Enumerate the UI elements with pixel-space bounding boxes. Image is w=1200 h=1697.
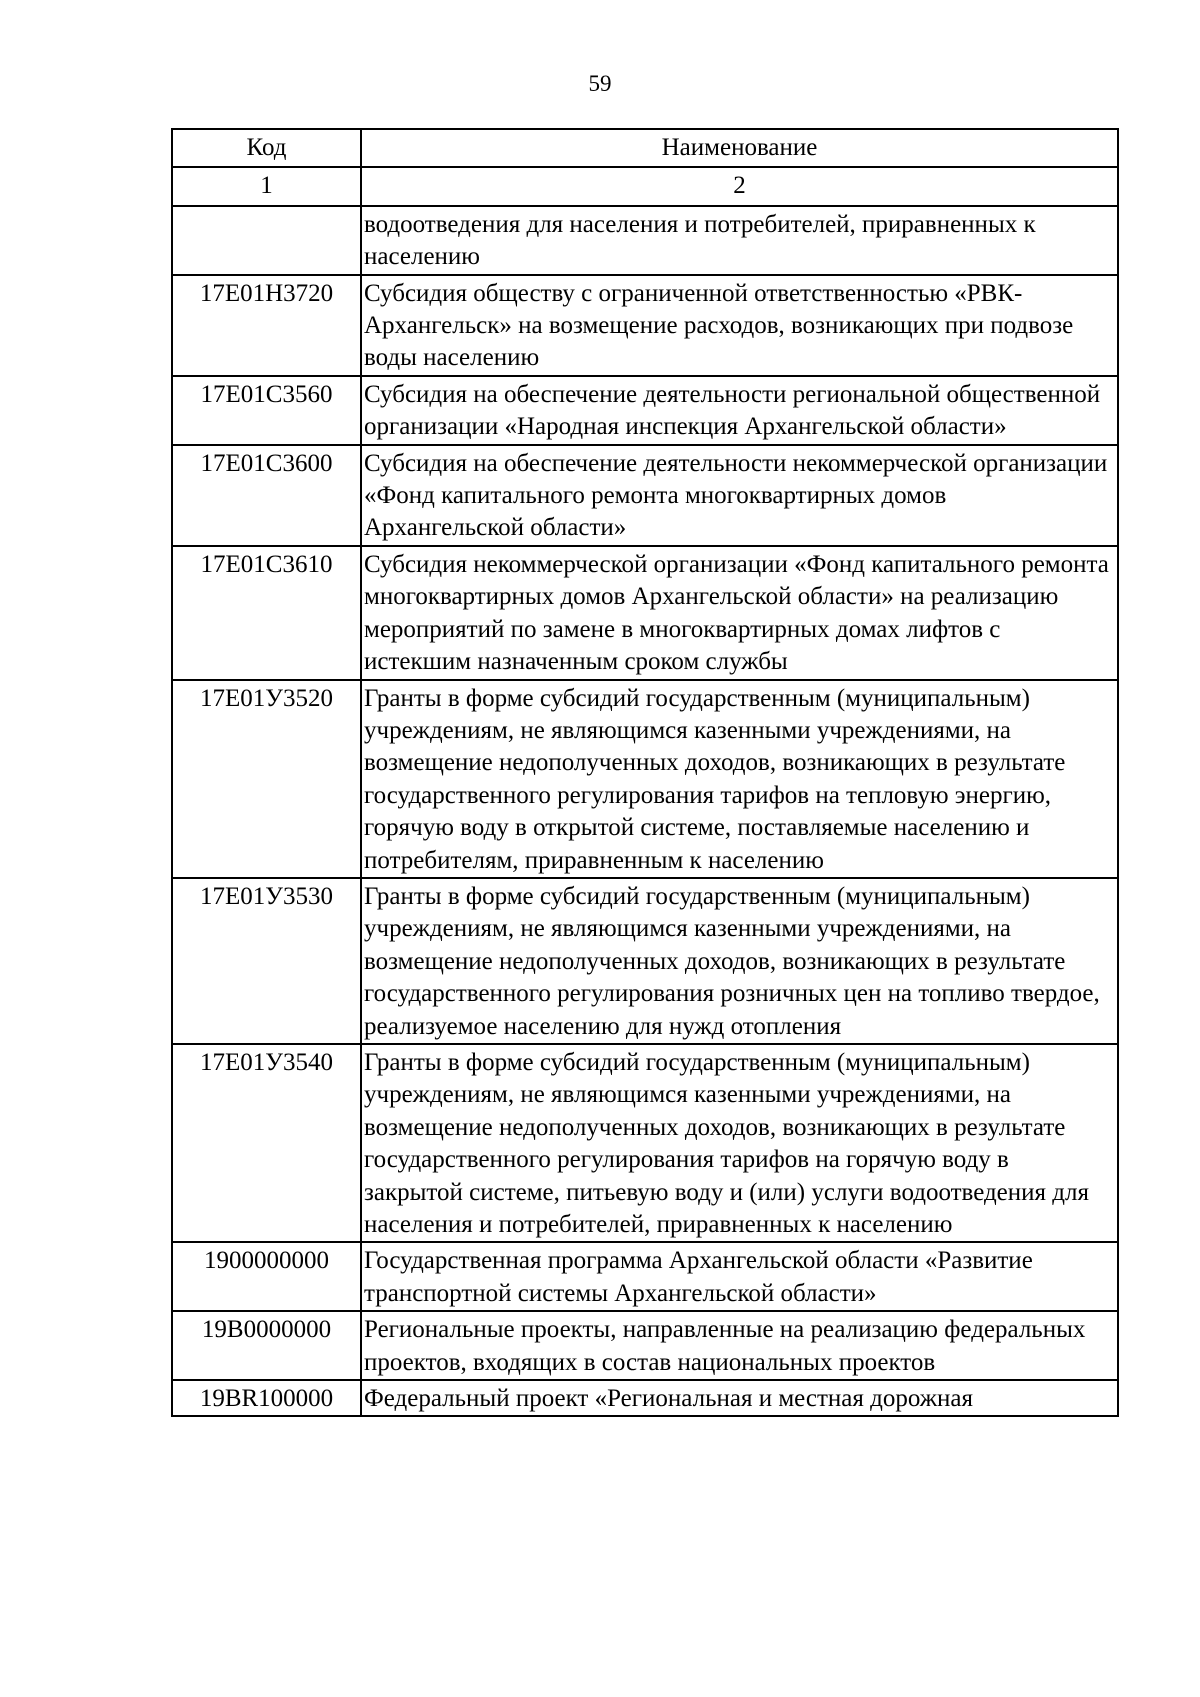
row-name: Федеральный проект «Региональная и местная дорожная <box>361 1380 1118 1416</box>
row-code: 1900000000 <box>172 1242 361 1311</box>
row-name: Субсидия на обеспечение деятельности региональной общественной организации «Народная инспекция Архангельской области» <box>361 376 1118 445</box>
header-row <box>172 129 1118 167</box>
table-row <box>172 1380 1118 1416</box>
page-number: 59 <box>588 71 612 96</box>
row-name: Субсидия обществу с ограниченной ответственностью «РВК-Архангельск» на возмещение расходов, возникающих при подвозе воды населению <box>361 275 1118 376</box>
budget-code-table <box>171 128 1119 1417</box>
row-code <box>172 206 361 275</box>
table-row <box>172 1044 1118 1242</box>
column-number-row <box>172 167 1118 205</box>
table-row <box>172 1311 1118 1380</box>
row-name: Гранты в форме субсидий государственным (муниципальным) учреждениям, не являющимся казенными учреждениями, на возмещение недополученных доходов, возникающих в результате государственного регулирования розничных цен на топливо твердое, реализуемое населению для нужд отопления <box>361 878 1118 1044</box>
row-code: 17Е01Н3720 <box>172 275 361 376</box>
column-number-1: 1 <box>172 167 361 205</box>
table-row <box>172 376 1118 445</box>
row-name: Государственная программа Архангельской области «Развитие транспортной системы Архангельской области» <box>361 1242 1118 1311</box>
row-code: 19В0000000 <box>172 1311 361 1380</box>
header-name: Наименование <box>361 129 1118 167</box>
row-name: Субсидия на обеспечение деятельности некоммерческой организации «Фонд капитального ремонта многоквартирных домов Архангельской области» <box>361 445 1118 546</box>
row-name: Субсидия некоммерческой организации «Фонд капитального ремонта многоквартирных домов Архангельской области» на реализацию мероприятий по замене в многоквартирных домах лифтов с истекшим назначенным сроком службы <box>361 546 1118 680</box>
row-code: 17Е01У3540 <box>172 1044 361 1242</box>
row-name: Гранты в форме субсидий государственным (муниципальным) учреждениям, не являющимся казенными учреждениями, на возмещение недополученных доходов, возникающих в результате государственного регулирования тарифов на тепловую энергию, горячую воду в открытой системе, поставляемые населению и потребителям, приравненным к населению <box>361 680 1118 878</box>
table-row <box>172 878 1118 1044</box>
row-name: водоотведения для населения и потребителей, приравненных к населению <box>361 206 1118 275</box>
column-number-2: 2 <box>361 167 1118 205</box>
table-row <box>172 275 1118 376</box>
header-code: Код <box>172 129 361 167</box>
row-code: 17Е01С3560 <box>172 376 361 445</box>
row-code: 17Е01С3600 <box>172 445 361 546</box>
row-code: 17Е01У3520 <box>172 680 361 878</box>
row-name: Гранты в форме субсидий государственным (муниципальным) учреждениям, не являющимся казенными учреждениями, на возмещение недополученных доходов, возникающих в результате государственного регулирования тарифов на горячую воду в закрытой системе, питьевую воду и (или) услуги водоотведения для населения и потребителей, приравненных к населению <box>361 1044 1118 1242</box>
row-code: 17Е01С3610 <box>172 546 361 680</box>
table-row <box>172 445 1118 546</box>
row-code: 17Е01У3530 <box>172 878 361 1044</box>
table-row <box>172 546 1118 680</box>
row-name: Региональные проекты, направленные на реализацию федеральных проектов, входящих в состав национальных проектов <box>361 1311 1118 1380</box>
table-row <box>172 206 1118 275</box>
table-row <box>172 680 1118 878</box>
row-code: 19BR100000 <box>172 1380 361 1416</box>
table-row <box>172 1242 1118 1311</box>
